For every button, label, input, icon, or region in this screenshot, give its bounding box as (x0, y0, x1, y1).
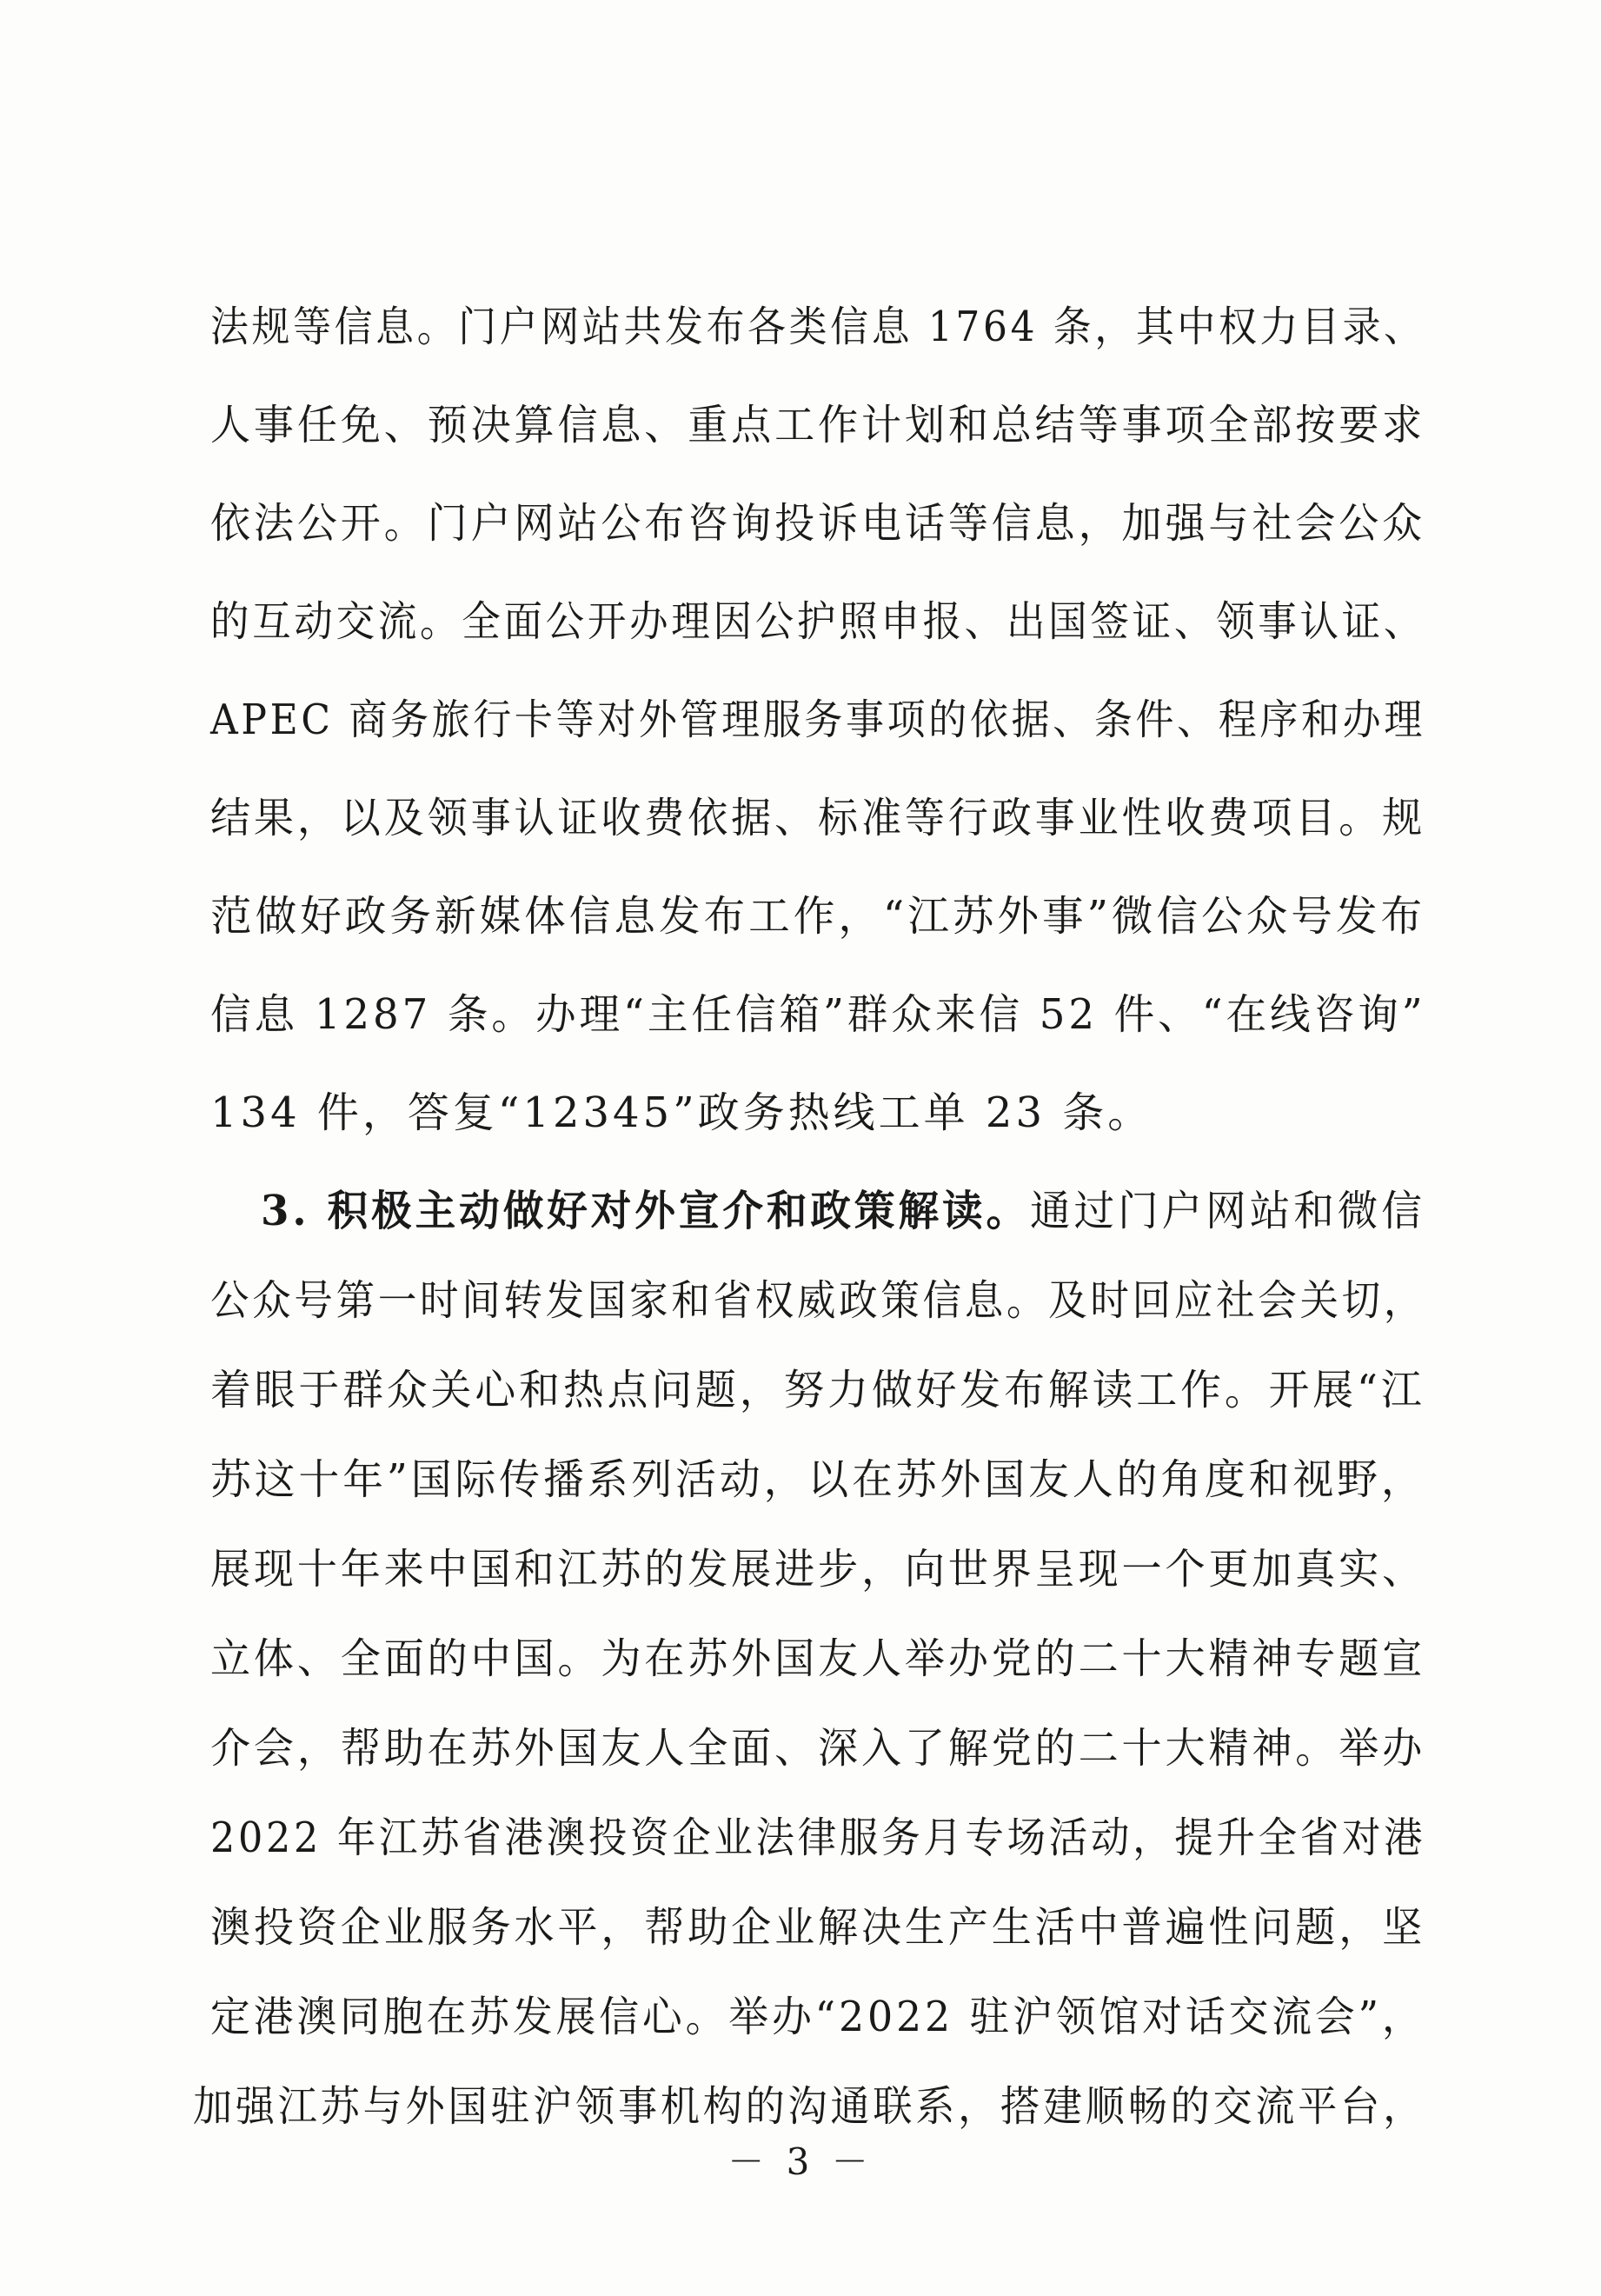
section-heading-line (261, 1185, 1425, 1237)
page-number: － 3 － (727, 2140, 874, 2183)
paragraph-line: 结果，以及领事认证收费依据、标准等行政事业性收费项目。规 (210, 794, 1426, 842)
paragraph-line: 的互动交流。全面公开办理因公护照申报、出国签证、领事认证、 (210, 597, 1426, 646)
heading-line-rest: 通过门户网站和微信 (1030, 1187, 1425, 1235)
paragraph-line: 加强江苏与外国驻沪领事机构的沟通联系，搭建顺畅的交流平台， (193, 2082, 1425, 2131)
paragraph-line: 2022 年江苏省港澳投资企业法律服务月专场活动，提升全省对港 (210, 1814, 1426, 1862)
paragraph-line: 信息 1287 条。办理“主任信箱”群众来信 52 件、“在线咨询” (210, 990, 1426, 1039)
section-heading: 3. 积极主动做好对外宣介和政策解读。 (261, 1187, 1031, 1235)
paragraph-line: 立体、全面的中国。为在苏外国友人举办党的二十大精神专题宣 (210, 1634, 1426, 1683)
paragraph-line: 展现十年来中国和江苏的发展进步，向世界呈现一个更加真实、 (210, 1545, 1426, 1594)
paragraph-line: 依法公开。门户网站公布咨询投诉电话等信息，加强与社会公众 (210, 499, 1426, 548)
paragraph-line: 公众号第一时间转发国家和省权威政策信息。及时回应社会关切， (210, 1276, 1426, 1325)
paragraph-line: APEC 商务旅行卡等对外管理服务事项的依据、条件、程序和办理 (210, 695, 1425, 744)
paragraph-line: 范做好政务新媒体信息发布工作，“江苏外事”微信公众号发布 (210, 892, 1426, 941)
paragraph-line: 定港澳同胞在苏发展信心。举办“2022 驻沪领馆对话交流会”， (210, 1993, 1425, 2041)
paragraph-line: 介会，帮助在苏外国友人全面、深入了解党的二十大精神。举办 (210, 1724, 1426, 1773)
paragraph-line: 134 件，答复“12345”政务热线工单 23 条。 (210, 1088, 1153, 1137)
paragraph-line: 苏这十年”国际传播系列活动，以在苏外国友人的角度和视野， (210, 1455, 1425, 1504)
paragraph-line: 法规等信息。门户网站共发布各类信息 1764 条，其中权力目录、 (210, 303, 1425, 351)
paragraph-line: 着眼于群众关心和热点问题，努力做好发布解读工作。开展“江 (210, 1366, 1425, 1414)
paragraph-line: 澳投资企业服务水平，帮助企业解决生产生活中普遍性问题，坚 (210, 1903, 1426, 1952)
paragraph-line: 人事任免、预决算信息、重点工作计划和总结等事项全部按要求 (210, 401, 1426, 449)
